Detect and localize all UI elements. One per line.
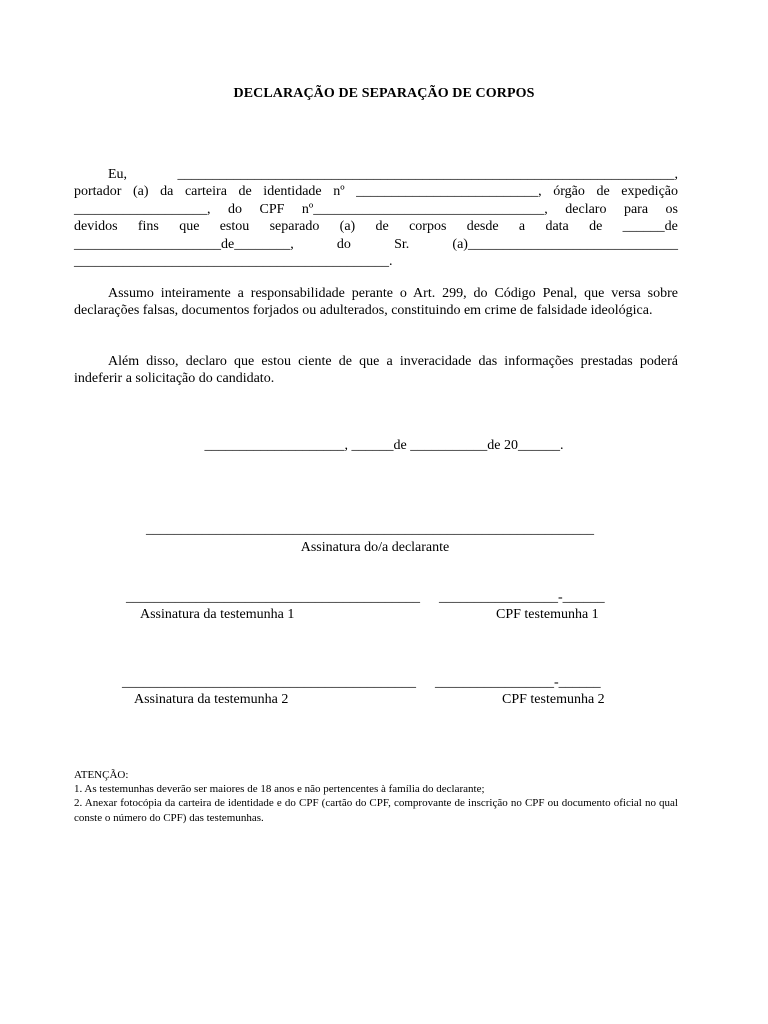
attention-heading: ATENÇÃO: [74, 769, 129, 781]
responsibility-text: Assumo inteiramente a responsabilidade perante o Art. 299, do Código Penal, que versa sobre declarações falsas, documentos forjados ou adulterados, constituindo em crime de falsidade ideológica. [74, 286, 678, 319]
word: que [179, 219, 200, 235]
witness2-signature-line: __________________________________________ [122, 675, 416, 690]
eu-text: Eu, [108, 167, 128, 182]
declarant-signature-line: ________________________________________________________________ [146, 522, 594, 537]
line-date [74, 236, 678, 253]
line-name [74, 166, 678, 183]
declaration-paragraph [74, 166, 678, 270]
line-identity [74, 183, 678, 200]
declarant-signature-label: Assinatura do/a declarante [300, 540, 450, 555]
witness2-cpf-label: CPF testemunha 2 [502, 692, 605, 707]
witness2-signature-label: Assinatura da testemunha 2 [134, 692, 289, 707]
word: do [336, 236, 351, 252]
witness1-signature-line: __________________________________________ [126, 590, 420, 605]
attention-item-2: 2. Anexar fotocópia da carteira de identidade e do CPF (cartão do CPF, comprovante de inscrição no CPF ou documento oficial no qual conste o número do CPF) das testemunhas. [74, 797, 678, 824]
line-final: _____________________________________________. [74, 254, 393, 270]
attention-notes [74, 768, 678, 825]
word: (a) [339, 219, 356, 235]
word: corpos [409, 219, 447, 235]
responsibility-paragraph [74, 285, 678, 320]
witness1-cpf-label: CPF testemunha 1 [496, 607, 599, 622]
word: a [518, 219, 526, 235]
witness2-cpf-line: _________________-______ [435, 675, 601, 690]
document-title: DECLARAÇÃO DE SEPARAÇÃO DE CORPOS [233, 86, 535, 101]
word: de [589, 219, 603, 235]
word: Sr. [394, 236, 410, 252]
line-cpf [74, 201, 678, 218]
awareness-paragraph [74, 353, 678, 388]
witness1-signature-label: Assinatura da testemunha 1 [140, 607, 295, 622]
word: devidos [74, 219, 118, 235]
cpf-text: ___________________, do CPF nº_________________________________, declaro para os [74, 201, 678, 217]
word: data [545, 219, 569, 235]
witness1-cpf-line: _________________-______ [439, 590, 605, 605]
name-blank: _______________________________________________________________________, [177, 167, 678, 182]
word: de [375, 219, 389, 235]
word: (a)______________________________ [452, 236, 678, 252]
word: desde [466, 219, 499, 235]
attention-item-1: 1. As testemunhas deverão ser maiores de 18 anos e não pertencentes à família do declarante; [74, 783, 485, 796]
word: estou [219, 219, 250, 235]
word: ______de [622, 219, 678, 235]
word: separado [269, 219, 320, 235]
identity-text: portador (a) da carteira de identidade nº __________________________, órgão de expedição [74, 184, 678, 200]
awareness-text: Além disso, declaro que estou ciente de que a inveracidade das informações prestadas poderá indeferir a solicitação do candidato. [74, 354, 678, 387]
date-line: ____________________, ______de ___________de 20______. [204, 438, 564, 453]
word: fins [137, 219, 159, 235]
word: _____________________de________, [74, 236, 294, 252]
line-separation [74, 218, 678, 235]
